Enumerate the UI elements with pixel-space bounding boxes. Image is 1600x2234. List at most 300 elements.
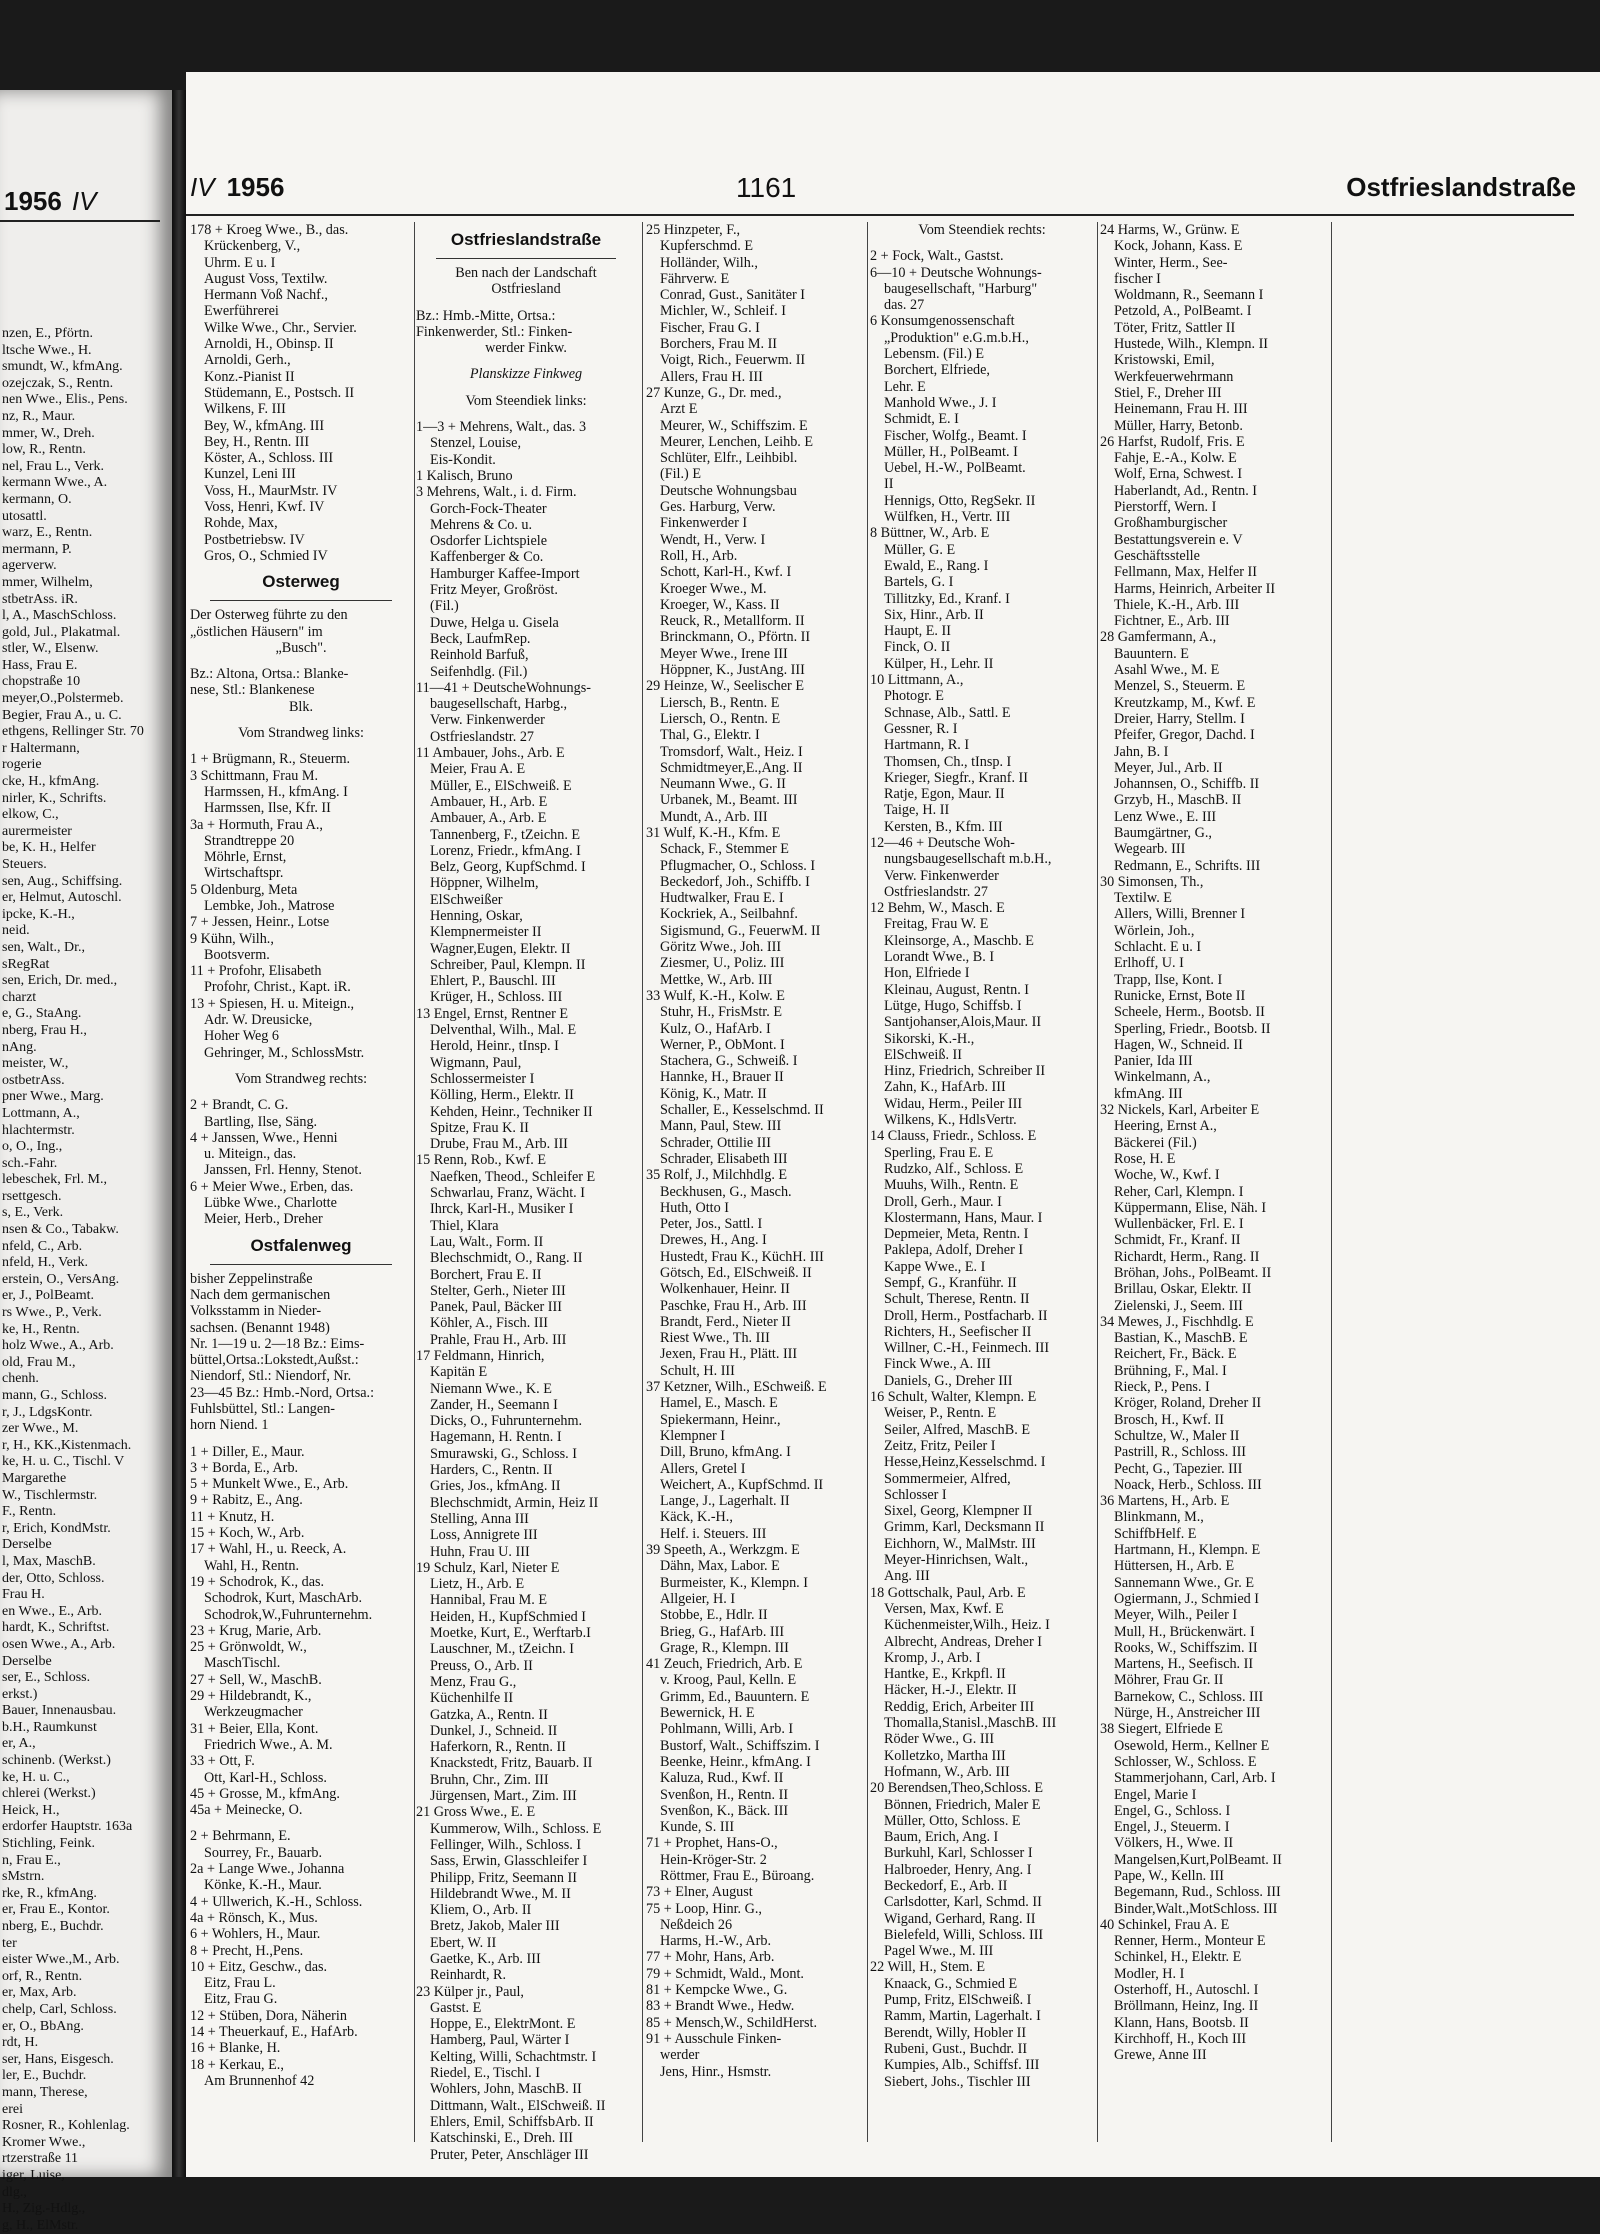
left-page-entry: r, J., LdgsKontr. [2, 1404, 93, 1420]
directory-entry: Strandtreppe 20 [204, 832, 295, 849]
directory-entry: (Fil.) [430, 598, 459, 615]
directory-entry: SchiffbHelf. E [1114, 1525, 1197, 1542]
directory-entry: werder [660, 2047, 700, 2064]
directory-entry: Schreiber, Paul, Klempn. II [430, 956, 586, 973]
directory-entry: Deutsche Wohnungsbau [660, 482, 797, 499]
directory-entry: Meyer-Hinrichsen, Walt., [884, 1552, 1029, 1569]
directory-entry: Wolkenhauer, Heinr. II [660, 1281, 790, 1298]
directory-entry: Weichert, A., KupfSchmd. II [660, 1476, 824, 1493]
left-page-entry: rogerie [2, 757, 42, 773]
directory-entry: 33 Wulf, K.-H., Kolw. E [646, 987, 785, 1004]
spacer [416, 356, 636, 366]
directory-entry: Hinz, Friedrich, Schreiber II [884, 1063, 1046, 1080]
directory-entry: Werner, P., ObMont. I [660, 1036, 785, 1053]
left-page-entry: der, Otto, Schloss. [2, 1570, 105, 1586]
directory-entry: Höppner, Wilhelm, [430, 875, 539, 892]
directory-entry: Reinhardt, R. [430, 1967, 507, 1984]
directory-entry: 4 + Ullwerich, K.-H., Schloss. [190, 1893, 363, 1910]
directory-entry: Hoppe, E., ElektrMont. E [430, 2016, 576, 2033]
directory-entry: Ambauer, A., Arb. E [430, 810, 547, 827]
directory-entry: Schott, Karl-H., Kwf. I [660, 564, 792, 581]
directory-entry: Asahl Wwe., M. E [1114, 662, 1220, 679]
directory-entry: Ott, Karl-H., Schloss. [204, 1769, 327, 1786]
directory-entry: Harms, H.-W., Arb. [660, 1933, 771, 1950]
spacer [416, 383, 636, 393]
left-page-entry: er, O., BbAng. [2, 2018, 84, 2034]
directory-entry: Kölling, Herm., Elektr. II [430, 1087, 574, 1104]
left-page-entry: e, G., StaAng. [2, 1006, 82, 1022]
directory-entry: 3 Schittmann, Frau M. [190, 767, 319, 784]
directory-entry: Erlhoff, U. I [1114, 955, 1184, 972]
directory-entry: Kroeger, W., Kass. II [660, 596, 780, 613]
left-page-entry: ser, Hans, Eisgesch. [2, 2051, 114, 2067]
directory-entry: Ehlers, Emil, SchiffsbArb. II [430, 2113, 594, 2130]
directory-entry: Geschäftsstelle [1114, 547, 1200, 564]
directory-entry: Michler, W., Schleif. I [660, 303, 786, 320]
directory-entry: 7 + Jessen, Heinr., Lotse [190, 914, 330, 931]
left-page-entry: sMstrn. [2, 1869, 45, 1885]
directory-entry: Ziesmer, U., Poliz. III [660, 955, 785, 972]
directory-entry: Kreutzkamp, M., Kwf. E [1114, 694, 1256, 711]
directory-entry: Vom Strandweg rechts: [234, 1070, 368, 1087]
directory-entry: Binder,Walt.,MotSchloss. III [1114, 1900, 1278, 1917]
directory-entry: Jexen, Frau H., Plätt. III [660, 1346, 798, 1363]
directory-entry: Ostfriesland [491, 281, 561, 298]
directory-entry: Stelter, Gerh., Nieter III [430, 1282, 566, 1299]
directory-entry: 6 + Wohlers, H., Maur. [190, 1926, 321, 1943]
directory-entry: Gaetke, K., Arb. III [430, 1950, 541, 1967]
directory-entry: Begemann, Rud., Schloss. III [1114, 1884, 1281, 1901]
directory-entry: Röttmer, Frau E., Büroang. [660, 1867, 815, 1884]
column-4 [870, 222, 1094, 2142]
directory-entry: Rieck, P., Pens. I [1114, 1379, 1210, 1396]
directory-entry: Stachera, G., Schweiß. I [660, 1053, 798, 1070]
directory-entry: 83 + Brandt Wwe., Hedw. [646, 1998, 795, 2015]
left-page-entry: nfeld, C., Arb. [2, 1238, 83, 1254]
directory-entry: Duwe, Helga u. Gisela [430, 614, 559, 631]
directory-entry: Peter, Jos., Sattl. I [660, 1216, 763, 1233]
directory-entry: 19 Schulz, Karl, Nieter E [416, 1559, 560, 1576]
directory-entry: 13 + Spiesen, H. u. Miteign., [190, 995, 355, 1012]
directory-entry: 73 + Elner, August [646, 1884, 753, 1901]
directory-entry: 31 + Beier, Ella, Kont. [190, 1720, 319, 1737]
left-page-entry: ser, E., Schloss. [2, 1670, 91, 1686]
left-page-entry: rsettgesch. [2, 1188, 62, 1204]
directory-entry: Nach dem germanischen [190, 1286, 331, 1303]
directory-entry: Krieger, Siegfr., Kranf. II [884, 769, 1029, 786]
directory-entry: Woldmann, R., Seemann I [1114, 287, 1264, 304]
directory-entry: 3 Mehrens, Walt., i. d. Firm. [416, 484, 577, 501]
directory-entry: Thiel, Klara [430, 1217, 499, 1234]
directory-entry: Osterhoff, H., Autoschl. I [1114, 1982, 1259, 1999]
directory-entry: Meurer, Lenchen, Leihb. E [660, 433, 814, 450]
directory-entry: 71 + Prophet, Hans-O., [646, 1835, 778, 1852]
directory-entry: (Fil.) E [660, 466, 701, 483]
directory-entry: Schlüter, Elfr., Leihbibl. [660, 450, 798, 467]
directory-entry: Engel, Marie I [1114, 1786, 1197, 1803]
directory-entry: u. Miteign., das. [204, 1146, 297, 1163]
directory-entry: Ihrck, Karl-H., Musiker I [430, 1201, 574, 1218]
directory-entry: 12 Behm, W., Masch. E [870, 900, 1005, 917]
directory-entry: Helf. i. Steuers. III [660, 1525, 767, 1542]
directory-page [186, 72, 1600, 2177]
directory-entry: Hustede, Wilh., Klempn. II [1114, 336, 1269, 353]
directory-entry: Thomalla,Stanisl.,MaschB. III [884, 1715, 1057, 1732]
directory-entry: Niemann Wwe., K. E [430, 1380, 552, 1397]
left-page-entry: schinenb. (Werkst.) [2, 1753, 111, 1769]
directory-entry: Svenßon, K., Bäck. III [660, 1802, 789, 1819]
directory-entry: Kristowski, Emil, [1114, 352, 1215, 369]
directory-entry: Textilw. E [1114, 890, 1172, 907]
directory-entry: Grewe, Anne III [1114, 2047, 1207, 2064]
spacer [190, 715, 412, 725]
directory-entry: Reuck, R., Metallform. II [660, 613, 805, 630]
directory-entry: Planskizze Finkweg [469, 366, 583, 383]
directory-entry: Ambauer, H., Arb. E [430, 793, 548, 810]
directory-entry: Pierstorff, Wern. I [1114, 499, 1217, 516]
directory-entry: Kock, Johann, Kass. E [1114, 238, 1243, 255]
directory-entry: Allers, Gretel I [660, 1460, 746, 1477]
directory-entry: Roll, H., Arb. [660, 547, 738, 564]
directory-entry: horn Niend. 1 [190, 1417, 269, 1434]
left-page-entry: W., Tischlermstr. [2, 1487, 98, 1503]
directory-entry: Wülfken, H., Vertr. III [884, 509, 1011, 526]
header-rule [186, 214, 1574, 216]
left-page-entry: Steuers. [2, 857, 47, 872]
directory-entry: Wigmann, Paul, [430, 1054, 522, 1071]
left-page-entry: sRegRat [2, 956, 50, 972]
directory-entry: Liersch, B., Rentn. E [660, 694, 780, 711]
directory-entry: Möhrer, Frau Gr. II [1114, 1672, 1224, 1689]
directory-entry: Vom Steendiek links: [465, 392, 587, 409]
directory-entry: Der Osterweg führte zu den [190, 607, 348, 624]
spacer [190, 656, 412, 666]
directory-entry: Harders, C., Rentn. II [430, 1462, 553, 1479]
directory-entry: Osdorfer Lichtspiele [430, 533, 548, 550]
directory-entry: Menzel, S., Steuerm. E [1114, 678, 1246, 695]
directory-entry: Klostermann, Hans, Maur. I [884, 1209, 1043, 1226]
left-page-entry: ozejczak, S., Rentn. [2, 375, 114, 391]
column-6 [1334, 222, 1568, 2142]
directory-entry: Bielefeld, Willi, Schloss. III [884, 1926, 1044, 1943]
directory-entry: Blechschmidt, O., Rang. II [430, 1250, 583, 1267]
directory-entry: Moetke, Kurt, E., Werftarb.I [430, 1625, 591, 1642]
directory-entry: Schnase, Alb., Sattl. E [884, 704, 1011, 721]
directory-entry: Herold, Heinr., tInsp. I [430, 1038, 559, 1055]
directory-entry: Rose, H. E [1114, 1150, 1176, 1167]
directory-entry: Baumgärtner, G., [1114, 824, 1212, 841]
directory-entry: Gessner, R. I [884, 720, 958, 737]
directory-entry: 2a + Lange Wwe., Johanna [190, 1861, 345, 1878]
directory-entry: Hermann Voß Nachf., [204, 287, 328, 304]
directory-entry: Tannenberg, F., tZeichn. E [430, 826, 581, 843]
directory-entry: Eitz, Frau L. [204, 1975, 276, 1992]
directory-entry: 10 Littmann, A., [870, 672, 964, 689]
directory-entry: Gatzka, A., Rentn. II [430, 1706, 548, 1723]
directory-entry: Volksstamm in Nieder- [190, 1303, 322, 1320]
left-page-entry: low, R., Rentn. [2, 442, 86, 458]
directory-entry: Mann, Paul, Stew. III [660, 1118, 782, 1135]
directory-entry: 14 + Theuerkauf, E., HafArb. [190, 2023, 358, 2040]
directory-entry: bisher Zeppelinstraße [190, 1270, 313, 1287]
directory-entry: Sixel, Georg, Klempner II [884, 1503, 1033, 1520]
directory-entry: Blechschmidt, Armin, Heiz II [430, 1494, 599, 1511]
left-page-entry: b.H., Raumkunst [2, 1719, 97, 1735]
directory-entry: Runicke, Ernst, Bote II [1114, 987, 1246, 1004]
directory-entry: Petzold, A., PolBeamt. I [1114, 303, 1252, 320]
directory-entry: Richardt, Herm., Rang. II [1114, 1248, 1260, 1265]
directory-entry: Fellmann, Max, Helfer II [1114, 564, 1258, 581]
directory-entry: Klempnermeister II [430, 924, 542, 941]
directory-entry: sachsen. (Benannt 1948) [190, 1319, 330, 1336]
column-divider [1097, 222, 1098, 2142]
directory-entry: Kunzel, Leni III [204, 466, 296, 483]
directory-entry: Profohr, Christ., Kapt. iR. [204, 979, 351, 996]
directory-entry: Huth, Otto I [660, 1199, 729, 1216]
column-divider [1331, 222, 1332, 2142]
directory-entry: Mundt, A., Arb. III [660, 808, 768, 825]
directory-entry: Paschke, Frau H., Arb. III [660, 1297, 807, 1314]
spacer [870, 238, 1094, 248]
directory-entry: Ostfrieslandstr. 27 [884, 883, 989, 900]
left-page-entry: nen Wwe., Elis., Pens. [2, 392, 128, 408]
directory-entry: ElSchweißer [430, 891, 503, 908]
directory-entry: Meurer, W., Schiffszim. E [660, 417, 808, 434]
directory-entry: Hagen, W., Schneid. II [1114, 1036, 1243, 1053]
directory-entry: Smurawski, G., Schloss. I [430, 1445, 578, 1462]
street-heading: Ostfrieslandstraße [450, 230, 602, 249]
directory-entry: Ang. III [884, 1568, 930, 1585]
directory-entry: Schrader, Ottilie III [660, 1134, 771, 1151]
directory-entry: Pastrill, R., Schloss. III [1114, 1444, 1247, 1461]
directory-entry: 15 + Koch, W., Arb. [190, 1525, 305, 1542]
left-page-entry: nsen & Co., Tabakw. [2, 1222, 119, 1238]
directory-entry: Kappe Wwe., E. I [884, 1258, 986, 1275]
directory-entry: Beck, LaufmRep. [430, 630, 531, 647]
left-page-entry: erkst.) [2, 1686, 38, 1702]
left-page-entry: Kromer Wwe., [2, 2134, 86, 2150]
directory-entry: Six, Hinr., Arb. II [884, 606, 984, 623]
left-page-entry: er, J., PolBeamt. [2, 1288, 94, 1304]
directory-entry: Schultze, W., Maler II [1114, 1427, 1240, 1444]
directory-entry: Tillitzky, Ed., Kranf. I [884, 590, 1010, 607]
left-page-entry: ke, H. u. C., [2, 1769, 70, 1785]
directory-entry: Schmidt, Fr., Kranf. II [1114, 1232, 1241, 1249]
directory-entry: büttel,Ortsa.:Lokstedt,Außst.: [190, 1352, 359, 1369]
directory-entry: Vom Steendiek rechts: [918, 222, 1046, 238]
left-page-entry: neid. [2, 923, 30, 939]
left-page-header [4, 186, 164, 217]
directory-entry: Svenßon, H., Rentn. II [660, 1786, 789, 1803]
directory-entry: 23—45 Bz.: Hmb.-Nord, Ortsa.: [190, 1384, 375, 1401]
directory-entry: Hagemann, H. Rentn. I [430, 1429, 562, 1446]
directory-entry: Spitze, Frau K. II [430, 1119, 529, 1136]
page-year: 1956 [226, 172, 285, 202]
left-page-entry: ethgens, Rellinger Str. 70 [2, 724, 144, 740]
left-page-entry: r, H., KK.,Kistenmach. [2, 1437, 132, 1453]
directory-entry: 23 + Krug, Marie, Arb. [190, 1622, 322, 1639]
spacer [190, 1087, 412, 1097]
directory-entry: Hofmann, W., Arb. III [884, 1763, 1010, 1780]
left-page-entry: Frau H. [2, 1587, 45, 1603]
directory-entry: Lietz, H., Arb. E [430, 1576, 525, 1593]
directory-entry: 35 Rolf, J., Milchhdlg. E [646, 1167, 788, 1184]
directory-entry: Ebert, W. II [430, 1934, 497, 1951]
directory-entry: Menz, Frau G., [430, 1673, 517, 1690]
directory-entry: Wohlers, John, MaschB. II [430, 2081, 582, 2098]
directory-entry: Kapitän E [430, 1364, 488, 1381]
directory-entry: Pfeifer, Gregor, Dachd. I [1114, 727, 1255, 744]
left-page-entry: aurermeister [2, 823, 72, 839]
directory-entry: Weiser, P., Rentn. E [884, 1405, 997, 1422]
directory-entry: MaschTischl. [204, 1655, 281, 1672]
left-page-entry: H., Zig.-Hdlg., [2, 2201, 86, 2217]
directory-entry: Dähn, Max, Labor. E [660, 1558, 780, 1575]
directory-entry: Drube, Frau M., Arb. III [430, 1136, 568, 1153]
left-page-entry: elkow, C., [2, 807, 59, 823]
directory-entry: Henning, Oskar, [430, 907, 523, 924]
directory-entry: Harmssen, Ilse, Kfr. II [204, 800, 331, 817]
directory-entry: Fuhlsbüttel, Stl.: Langen- [190, 1401, 336, 1417]
directory-entry: Voss, Henri, Kwf. IV [204, 499, 325, 516]
directory-entry: Osewold, Herm., Kellner E [1114, 1737, 1270, 1754]
directory-entry: Huhn, Frau U. III [430, 1543, 530, 1560]
directory-entry: 29 Heinze, W., Seelischer E [646, 678, 804, 695]
left-page-entry: Margarethe [2, 1470, 67, 1486]
directory-entry: 1 Kalisch, Bruno [416, 467, 513, 484]
directory-entry: Konz.-Pianist II [204, 368, 295, 385]
directory-entry: Schlacht. E u. I [1114, 939, 1202, 956]
directory-entry: Sikorski, K.-H., [884, 1030, 975, 1047]
left-page-entry: er, Frau E., Kontor. [2, 1902, 110, 1918]
directory-entry: 4 + Janssen, Wwe., Henni [190, 1129, 338, 1146]
left-page-entry: pner Wwe., Marg. [2, 1089, 104, 1105]
directory-entry: Bz.: Altona, Ortsa.: Blanke- [190, 666, 349, 683]
left-page-entry: chopstraße 10 [2, 674, 81, 690]
directory-entry: Hustedt, Frau K., KüchH. III [660, 1248, 824, 1265]
left-page-entry: sen, Walt., Dr., [2, 939, 85, 955]
directory-entry: Modler, H. I [1114, 1965, 1185, 1982]
directory-entry: Hein-Kröger-Str. 2 [660, 1851, 767, 1868]
spacer [416, 298, 636, 308]
directory-entry: ElSchweiß. II [884, 1046, 963, 1063]
directory-entry: Hamburger Kaffee-Import [430, 565, 580, 582]
directory-entry: Stobbe, E., Hdlr. II [660, 1607, 768, 1624]
directory-entry: Kummerow, Wilh., Schloss. E [430, 1820, 602, 1837]
directory-entry: Ramm, Martin, Lagerhalt. I [884, 2008, 1041, 2025]
directory-entry: Bröhan, Johs., PolBeamt. II [1114, 1265, 1272, 1281]
directory-entry: 10 + Eitz, Geschw., das. [190, 1958, 328, 1975]
directory-entry: 30 Simonsen, Th., [1100, 873, 1204, 890]
directory-entry: Zander, H., Seemann I [430, 1396, 558, 1413]
directory-entry: Neßdeich 26 [660, 1916, 733, 1933]
left-page-entry: mermann, P. [2, 541, 72, 557]
directory-entry: Kumpies, Alb., Schiffsf. III [884, 2057, 1040, 2074]
directory-entry: Panek, Paul, Bäcker III [430, 1299, 562, 1316]
directory-entry: Lorenz, Friedr., kfmAng. I [430, 842, 581, 859]
directory-entry: Reinhold Barfuß, [430, 647, 529, 664]
directory-entry: Sperling, Frau E. E [884, 1144, 994, 1161]
left-page-entry: mmer, W., Dreh. [2, 425, 95, 441]
directory-entry: Allers, Willi, Brenner I [1114, 906, 1246, 923]
directory-entry: Bootsverm. [204, 946, 270, 963]
directory-entry: Bauuntern. E [1114, 645, 1189, 662]
directory-entry: 25 + Grönwoldt, W., [190, 1639, 307, 1656]
directory-entry: Sass, Erwin, Glasschleifer I [430, 1853, 588, 1870]
directory-entry: Brillau, Oskar, Elektr. II [1114, 1281, 1252, 1298]
directory-entry: Schrader, Elisabeth III [660, 1150, 788, 1167]
directory-entry: Belz, Georg, KupfSchmd. I [430, 859, 586, 876]
directory-entry: Dicks, O., Fuhrunternehm. [430, 1413, 583, 1430]
directory-entry: „Busch". [275, 639, 327, 656]
directory-entry: 85 + Mensch,W., SchildHerst. [646, 2014, 818, 2031]
directory-entry: König, K., Matr. II [660, 1085, 767, 1102]
directory-entry: Harms, Heinrich, Arbeiter II [1114, 580, 1276, 597]
directory-entry: Küchenhilfe II [430, 1690, 514, 1707]
directory-entry: 9 + Rabitz, E., Ang. [190, 1492, 303, 1509]
left-page-entry: sch.-Fahr. [2, 1155, 58, 1171]
directory-entry: Werkzeugmacher [204, 1704, 303, 1721]
directory-entry: 8 + Precht, H.,Pens. [190, 1942, 304, 1959]
directory-entry: 11—41 + DeutscheWohnungs- [416, 679, 591, 696]
directory-entry: Töter, Fritz, Sattler II [1114, 319, 1236, 336]
directory-entry: Ges. Harburg, Verw. [660, 499, 776, 516]
directory-entry: Bruhn, Chr., Zim. III [430, 1771, 549, 1788]
directory-entry: Stüdemann, E., Postsch. II [204, 384, 355, 401]
directory-entry: Stenzel, Louise, [430, 435, 522, 452]
left-page-volume: IV [71, 186, 97, 216]
directory-entry: 36 Martens, H., Arb. E [1100, 1493, 1230, 1510]
directory-entry: Gros, O., Schmied IV [204, 547, 328, 564]
directory-entry: Wilkens, F. III [204, 401, 286, 418]
directory-entry: Jahn, B. I [1114, 743, 1169, 760]
column-2 [416, 222, 636, 2163]
directory-entry: Brühning, F., Mal. I [1114, 1362, 1227, 1379]
directory-entry: baugesellschaft, "Harburg" [884, 280, 1038, 297]
directory-entry: Lau, Walt., Form. II [430, 1233, 544, 1250]
directory-entry: Schack, F., Stemmer E [660, 841, 789, 858]
directory-entry: Voigt, Rich., Feuerwm. II [660, 352, 806, 369]
directory-entry: Naefken, Theod., Schleifer E [430, 1168, 596, 1185]
directory-entry: 45 + Grosse, M., kfmAng. [190, 1785, 340, 1802]
directory-entry: 2 + Behrmann, E. [190, 1828, 291, 1845]
directory-entry: Freitag, Frau W. E [884, 916, 989, 933]
directory-entry: baugesellschaft, Harbg., [430, 696, 568, 713]
directory-entry: Versen, Max, Kwf. E [884, 1600, 1004, 1617]
directory-entry: 11 + Profohr, Elisabeth [190, 963, 322, 980]
left-page-entry: ostbetrAss. [2, 1072, 65, 1088]
directory-entry: Kulz, O., HafArb. I [660, 1020, 771, 1037]
directory-entry: Klempner I [660, 1427, 726, 1444]
left-page-entry: o, O., Ing., [2, 1139, 63, 1155]
directory-entry: Lehr. E [884, 378, 926, 395]
directory-entry: Gries, Jos., kfmAng. II [430, 1478, 561, 1495]
directory-entry: Borchert, Elfriede, [884, 362, 990, 379]
directory-entry: Fritz Meyer, Großröst. [430, 582, 558, 599]
directory-entry: Halbroeder, Henry, Ang. I [884, 1861, 1032, 1878]
directory-entry: Könke, K.-H., Maur. [204, 1877, 322, 1894]
directory-entry: 31 Wulf, K.-H., Kfm. E [646, 824, 781, 841]
directory-entry: 16 Schult, Walter, Klempn. E [870, 1389, 1037, 1406]
directory-entry: Philipp, Fritz, Seemann II [430, 1869, 577, 1886]
directory-entry: Schodrok,W.,Fuhrunternehm. [204, 1606, 373, 1623]
directory-entry: Riest Wwe., Th. III [660, 1330, 770, 1347]
directory-entry: Brieg, G., HafArb. III [660, 1623, 785, 1640]
directory-entry: Thomsen, Ch., tInsp. I [884, 753, 1012, 770]
directory-entry: Wigand, Gerhard, Rang. II [884, 1910, 1036, 1927]
directory-entry: Schult, H. III [660, 1362, 735, 1379]
page-header [186, 172, 1600, 212]
